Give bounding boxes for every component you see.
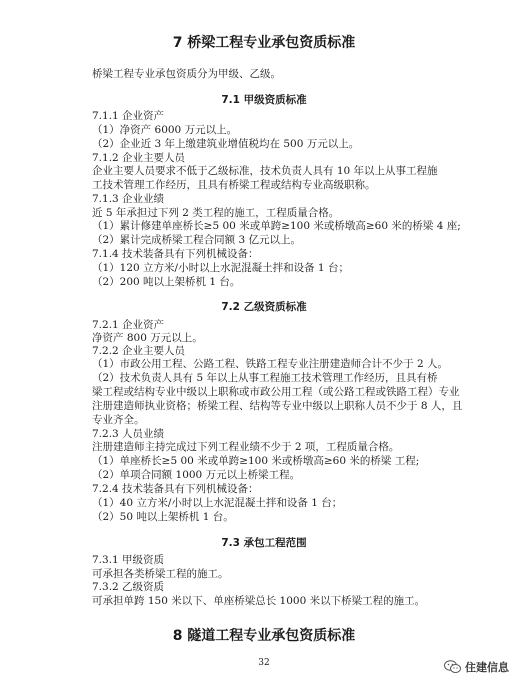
text-line: （2）企业近 3 年上缴建筑业增值税均在 500 万元以上。 bbox=[92, 138, 360, 150]
subsection-title: 7.2 乙级资质标准 bbox=[221, 301, 307, 313]
text-line: 可承担单跨 150 米以下、单座桥梁总长 1000 米以下桥梁工程的施工。 bbox=[92, 595, 426, 607]
text-line: 近 5 年承担过下列 2 类工程的施工，工程质量合格。 bbox=[92, 207, 340, 219]
text-line: 7.1.1 企业资产 bbox=[92, 110, 165, 122]
text-line: 7.1.2 企业主要人员 bbox=[92, 152, 186, 164]
text-line: （1）市政公用工程、公路工程、铁路工程专业注册建造师合计不少于 2 人。 bbox=[92, 358, 449, 370]
text-line: （1）40 立方米/小时以上水泥混凝土拌和设备 1 台； bbox=[92, 497, 343, 509]
text-line: （1）累计修建单座桥长≥5 00 米或单跨≥100 米或桥墩高≥60 米的桥梁 4 座; bbox=[92, 220, 461, 232]
text-line: 专业齐全。 bbox=[92, 414, 145, 426]
text-line: （2）200 吨以上架桥机 1 台。 bbox=[92, 276, 241, 288]
text-line: 梁工程或结构专业中级以上职称或市政公用工程（或公路工程或铁路工程）专业 bbox=[92, 386, 460, 398]
text-line: 工技术管理工作经历，且具有桥梁工程或结构专业高级职称。 bbox=[92, 179, 376, 191]
text-line: （1）单座桥长≥5 00 米或单跨≥100 米或桥墩高≥60 米的桥梁 工程; bbox=[92, 455, 420, 467]
text-line: 7.1.4 技术装备具有下列机械设备： bbox=[92, 248, 259, 260]
text-line: （1）净资产 6000 万元以上。 bbox=[92, 124, 238, 136]
text-line: 注册建造师主持完成过下列工程业绩不少于 2 项，工程质量合格。 bbox=[92, 441, 400, 453]
text-line: 7.2.2 企业主要人员 bbox=[92, 345, 186, 357]
text-line: （2）累计完成桥梁工程合同额 3 亿元以上。 bbox=[92, 234, 302, 246]
text-line: 注册建造师执业资格；桥梁工程、结构等专业中级以上职称人员不少于 8 人，且 bbox=[92, 400, 463, 412]
text-line: 可承担各类桥梁工程的施工。 bbox=[92, 568, 229, 580]
text-line: 7.2.1 企业资产 bbox=[92, 319, 165, 331]
section-title: 7 桥梁工程专业承包资质标准 bbox=[172, 35, 356, 51]
page-number: 32 bbox=[258, 658, 270, 668]
text-line: （2）技术负责人具有 5 年以上从事工程施工技术管理工作经历，且具有桥 bbox=[92, 372, 438, 384]
subsection-title: 7.1 甲级资质标准 bbox=[221, 94, 307, 106]
section-title: 8 隧道工程专业承包资质标准 bbox=[172, 628, 356, 644]
text-line: 7.2.3 人员业绩 bbox=[92, 428, 165, 440]
text-line: 桥梁工程专业承包资质分为甲级、乙级。 bbox=[92, 68, 281, 80]
watermark bbox=[444, 659, 509, 675]
text-line: 企业主要人员要求不低于乙级标准，技术负责人具有 10 年以上从事工程施 bbox=[92, 165, 438, 177]
text-line: 7.2.4 技术装备具有下列机械设备： bbox=[92, 483, 259, 495]
watermark-text: 住建信息 bbox=[465, 661, 509, 674]
subsection-title: 7.3 承包工程范围 bbox=[221, 537, 307, 549]
text-line: 净资产 800 万元以上。 bbox=[92, 332, 203, 344]
text-line: （2）50 吨以上架桥机 1 台。 bbox=[92, 511, 234, 523]
text-line: 7.1.3 企业业绩 bbox=[92, 193, 165, 205]
text-line: 7.3.2 乙级资质 bbox=[92, 581, 165, 593]
text-line: （1）120 立方米/小时以上水泥混凝土拌和设备 1 台； bbox=[92, 262, 349, 274]
wechat-icon bbox=[444, 660, 461, 674]
text-line: （2）单项合同额 1000 万元以上桥梁工程。 bbox=[92, 469, 301, 481]
text-line: 7.3.1 甲级资质 bbox=[92, 554, 165, 566]
